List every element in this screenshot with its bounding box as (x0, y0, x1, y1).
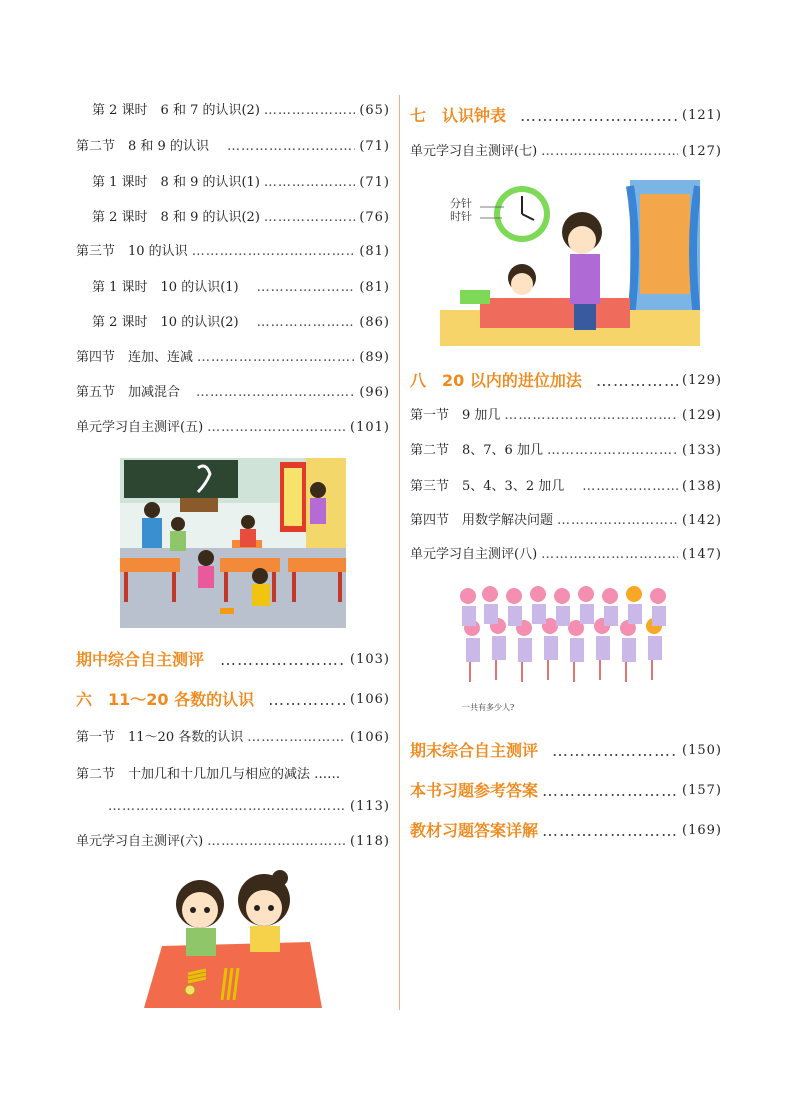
entry-page: (106) (350, 692, 390, 707)
entry-page: (86) (359, 315, 390, 330)
entry-title: 第五节 加减混合 (76, 385, 181, 400)
entry-page: (150) (682, 743, 722, 758)
entry-page: (76) (359, 210, 390, 225)
entry-page: (81) (359, 280, 390, 295)
entry-page: (65) (359, 103, 390, 118)
leader-dots (542, 782, 678, 800)
toc-entry-continuation[interactable] (108, 798, 390, 816)
entry-title: 第一节 9 加几 (410, 408, 501, 423)
entry-title: 第四节 用数学解决问题 (410, 513, 554, 528)
toc-entry[interactable] (410, 512, 722, 530)
entry-page: (147) (682, 547, 722, 562)
entry-page: (81) (359, 244, 390, 259)
entry-title: 第 2 课时 6 和 7 的认识(2) (92, 103, 260, 118)
entry-title: 七 认识钟表 (410, 106, 507, 125)
toc-entry[interactable] (410, 478, 722, 496)
toc-entry[interactable] (410, 407, 722, 425)
entry-title: 第四节 连加、连减 (76, 350, 194, 365)
entry-page: (142) (682, 513, 722, 528)
leader-dots (264, 174, 355, 192)
leader-dots (264, 102, 355, 120)
hour-hand-label: 时针 (450, 210, 472, 223)
toc-entry[interactable] (92, 209, 390, 227)
leader-dots (552, 742, 678, 760)
entry-title: 本书习题参考答案 (410, 781, 539, 800)
entry-page: (71) (359, 175, 390, 190)
dancers-illustration (454, 584, 678, 718)
leader-dots (541, 546, 678, 564)
classroom-illustration (120, 458, 346, 628)
entry-title: 期末综合自主测评 (410, 741, 539, 760)
entry-title: 第三节 10 的认识 (76, 244, 188, 259)
toc-entry[interactable] (76, 138, 390, 156)
toc-entry[interactable] (92, 102, 390, 120)
entry-title: 第二节 十加几和十几加几与相应的减法 …… (76, 767, 341, 782)
toc-unit7-heading[interactable] (410, 107, 722, 125)
toc-entry[interactable] (92, 279, 390, 297)
entry-title: 单元学习自主测评(七) (410, 144, 538, 159)
entry-page: (103) (350, 652, 390, 667)
entry-title: 第三节 5、4、3、2 加几 (410, 479, 565, 494)
entry-page: (127) (682, 144, 722, 159)
entry-title: 第 1 课时 8 和 9 的认识(1) (92, 175, 260, 190)
toc-midterm-heading[interactable] (76, 651, 390, 669)
toc-entry[interactable] (410, 143, 722, 161)
entry-page: (133) (682, 443, 722, 458)
leader-dots (547, 442, 678, 460)
leader-dots (247, 729, 346, 747)
leader-dots (504, 407, 678, 425)
leader-dots (220, 651, 346, 669)
entry-title: 教材习题答案详解 (410, 821, 539, 840)
entry-title: 第二节 8、7、6 加几 (410, 443, 543, 458)
leader-dots (268, 691, 346, 709)
counting-sticks-illustration (140, 868, 326, 1008)
entry-page: (113) (350, 799, 390, 814)
toc-entry[interactable] (76, 766, 390, 784)
leader-dots (227, 138, 355, 156)
leader-dots (207, 419, 346, 437)
minute-hand-label: 分针 (450, 197, 472, 210)
leader-dots (582, 478, 678, 496)
entry-title: 单元学习自主测评(八) (410, 547, 538, 562)
leader-dots (542, 822, 678, 840)
entry-title: 期中综合自主测评 (76, 650, 205, 669)
toc-entry[interactable] (76, 729, 390, 747)
toc-unit6-heading[interactable] (76, 691, 390, 709)
toc-entry[interactable] (76, 419, 390, 437)
entry-title: 单元学习自主测评(五) (76, 420, 204, 435)
entry-page: (106) (350, 730, 390, 745)
toc-entry[interactable] (76, 243, 390, 261)
entry-page: (157) (682, 783, 722, 798)
entry-title: 第 1 课时 10 的认识(1) (92, 280, 239, 295)
leader-dots (257, 314, 356, 332)
leader-dots (207, 833, 346, 851)
clock-labels (450, 197, 472, 223)
entry-title: 单元学习自主测评(六) (76, 834, 204, 849)
entry-page: (121) (682, 108, 722, 123)
entry-title: 第 2 课时 8 和 9 的认识(2) (92, 210, 260, 225)
entry-title: 六 11～20 各数的认识 (76, 690, 255, 709)
entry-title: 第一节 11～20 各数的认识 (76, 730, 244, 745)
toc-textbook-answers-heading[interactable] (410, 822, 722, 840)
entry-title: 第 2 课时 10 的认识(2) (92, 315, 239, 330)
toc-entry[interactable] (76, 349, 390, 367)
entry-page: (129) (682, 408, 722, 423)
leader-dots (596, 372, 678, 390)
leader-dots (257, 279, 356, 297)
entry-page: (71) (359, 139, 390, 154)
toc-unit8-heading[interactable] (410, 372, 722, 390)
leader-dots (541, 143, 678, 161)
entry-page: (118) (350, 834, 390, 849)
entry-page: (89) (359, 350, 390, 365)
toc-entry[interactable] (92, 174, 390, 192)
toc-entry[interactable] (92, 314, 390, 332)
leader-dots (264, 209, 355, 227)
entry-page: (169) (682, 823, 722, 838)
dancers-caption: 一共有多少人? (462, 703, 515, 712)
clock-bedroom-illustration (440, 180, 700, 346)
entry-page: (138) (682, 479, 722, 494)
toc-answers-heading[interactable] (410, 782, 722, 800)
toc-final-exam-heading[interactable] (410, 742, 722, 760)
leader-dots (108, 798, 346, 816)
entry-page: (96) (359, 385, 390, 400)
toc-entry[interactable] (76, 384, 390, 402)
column-divider (399, 95, 400, 1010)
leader-dots (557, 512, 678, 530)
entry-title: 八 20 以内的进位加法 (410, 371, 582, 390)
toc-entry[interactable] (410, 546, 722, 564)
toc-entry[interactable] (76, 833, 390, 851)
leader-dots (520, 107, 678, 125)
entry-page: (101) (350, 420, 390, 435)
entry-title: 第二节 8 和 9 的认识 (76, 139, 209, 154)
leader-dots (192, 243, 356, 261)
leader-dots (196, 384, 355, 402)
toc-entry[interactable] (410, 442, 722, 460)
entry-page: (129) (682, 373, 722, 388)
leader-dots (197, 349, 355, 367)
